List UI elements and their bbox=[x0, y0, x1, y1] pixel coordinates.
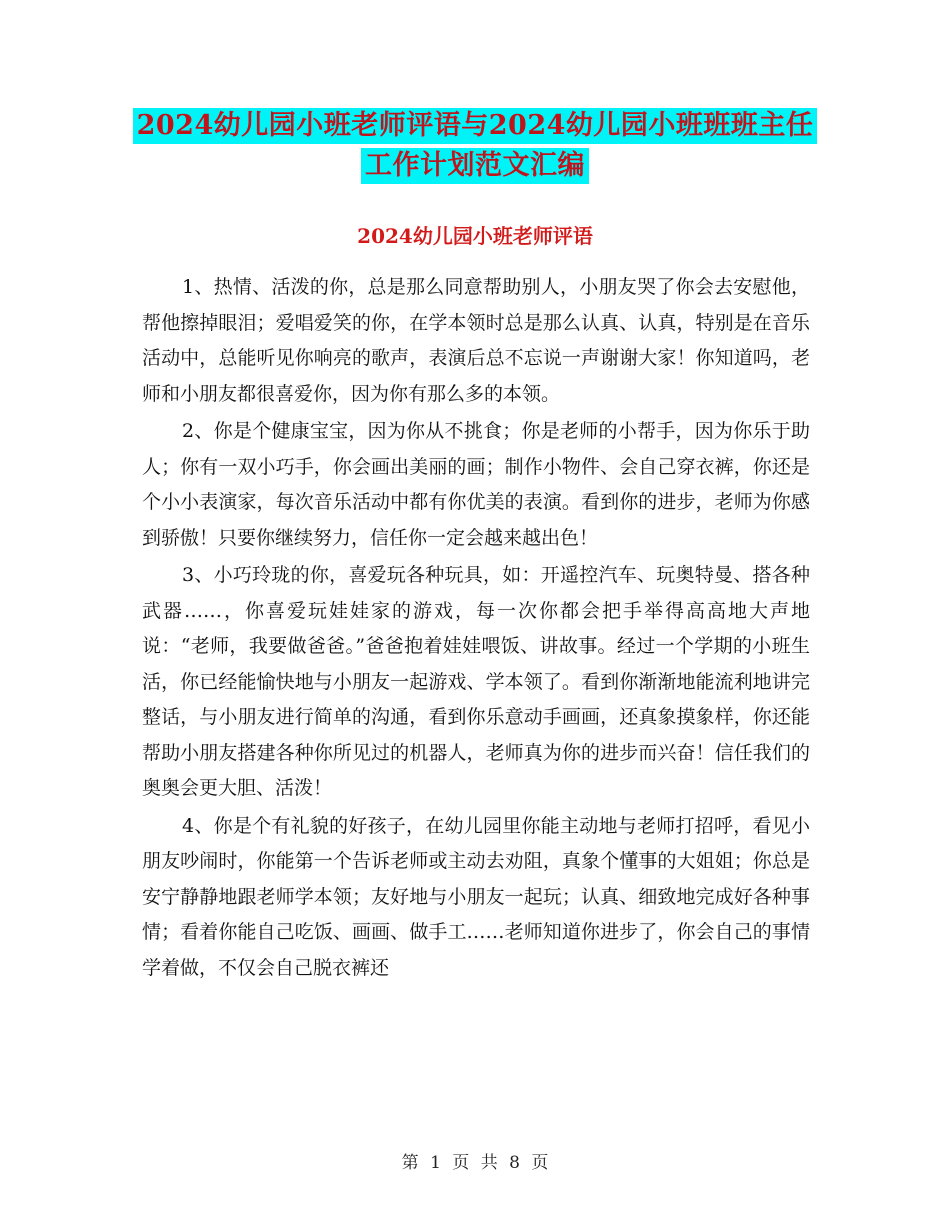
page-footer: 第 1 页 共 8 页 bbox=[401, 1153, 549, 1173]
section-title: 2024幼儿园小班老师评语 bbox=[357, 224, 593, 248]
paragraph-1: 1、热情、活泼的你，总是那么同意帮助别人，小朋友哭了你会去安慰他，帮他擦掉眼泪；爱唱爱笑的你，在学本领时总是那么认真、认真，特别是在音乐活动中，总能听见你响亮的歌声，表演后总不忘说一声谢谢大家！你知道吗，老师和小朋友都很喜爱你，因为你有那么多的本领。 bbox=[142, 276, 810, 405]
paragraph-3: 3、小巧玲珑的你，喜爱玩各种玩具，如：开遥控汽车、玩奥特曼、搭各种武器……，你喜爱玩娃娃家的游戏，每一次你都会把手举得高高地大声地说：“老师，我要做爸爸。”爸爸抱着娃娃喂饭、讲故事。经过一个学期的小班生活，你已经能愉快地与小朋友一起游戏、学本领了。看到你渐渐地能流利地讲完整话，与小朋友进行简单的沟通，看到你乐意动手画画，还真象摸象样，你还能帮助小朋友搭建各种你所见过的机器人，老师真为你的进步而兴奋！信任我们的奥奥会更大胆、活泼！ bbox=[142, 564, 810, 799]
title-line-1: 2024幼儿园小班老师评语与2024幼儿园小班班班主任 bbox=[133, 108, 818, 144]
document-body bbox=[142, 270, 810, 986]
document-title bbox=[0, 108, 950, 188]
title-line-2: 工作计划范文汇编 bbox=[361, 148, 589, 184]
paragraph-4: 4、你是个有礼貌的好孩子，在幼儿园里你能主动地与老师打招呼，看见小朋友吵闹时，你能第一个告诉老师或主动去劝阻，真象个懂事的大姐姐；你总是安宁静静地跟老师学本领；友好地与小朋友一起玩；认真、细致地完成好各种事情；看着你能自己吃饭、画画、做手工……老师知道你进步了，你会自己的事情学着做，不仅会自己脱衣裤还 bbox=[142, 814, 810, 979]
paragraph-2: 2、你是个健康宝宝，因为你从不挑食；你是老师的小帮手，因为你乐于助人；你有一双小巧手，你会画出美丽的画；制作小物件、会自己穿衣裤，你还是个小小表演家，每次音乐活动中都有你优美的表演。看到你的进步，老师为你感到骄傲！只要你继续努力，信任你一定会越来越出色！ bbox=[142, 420, 810, 549]
